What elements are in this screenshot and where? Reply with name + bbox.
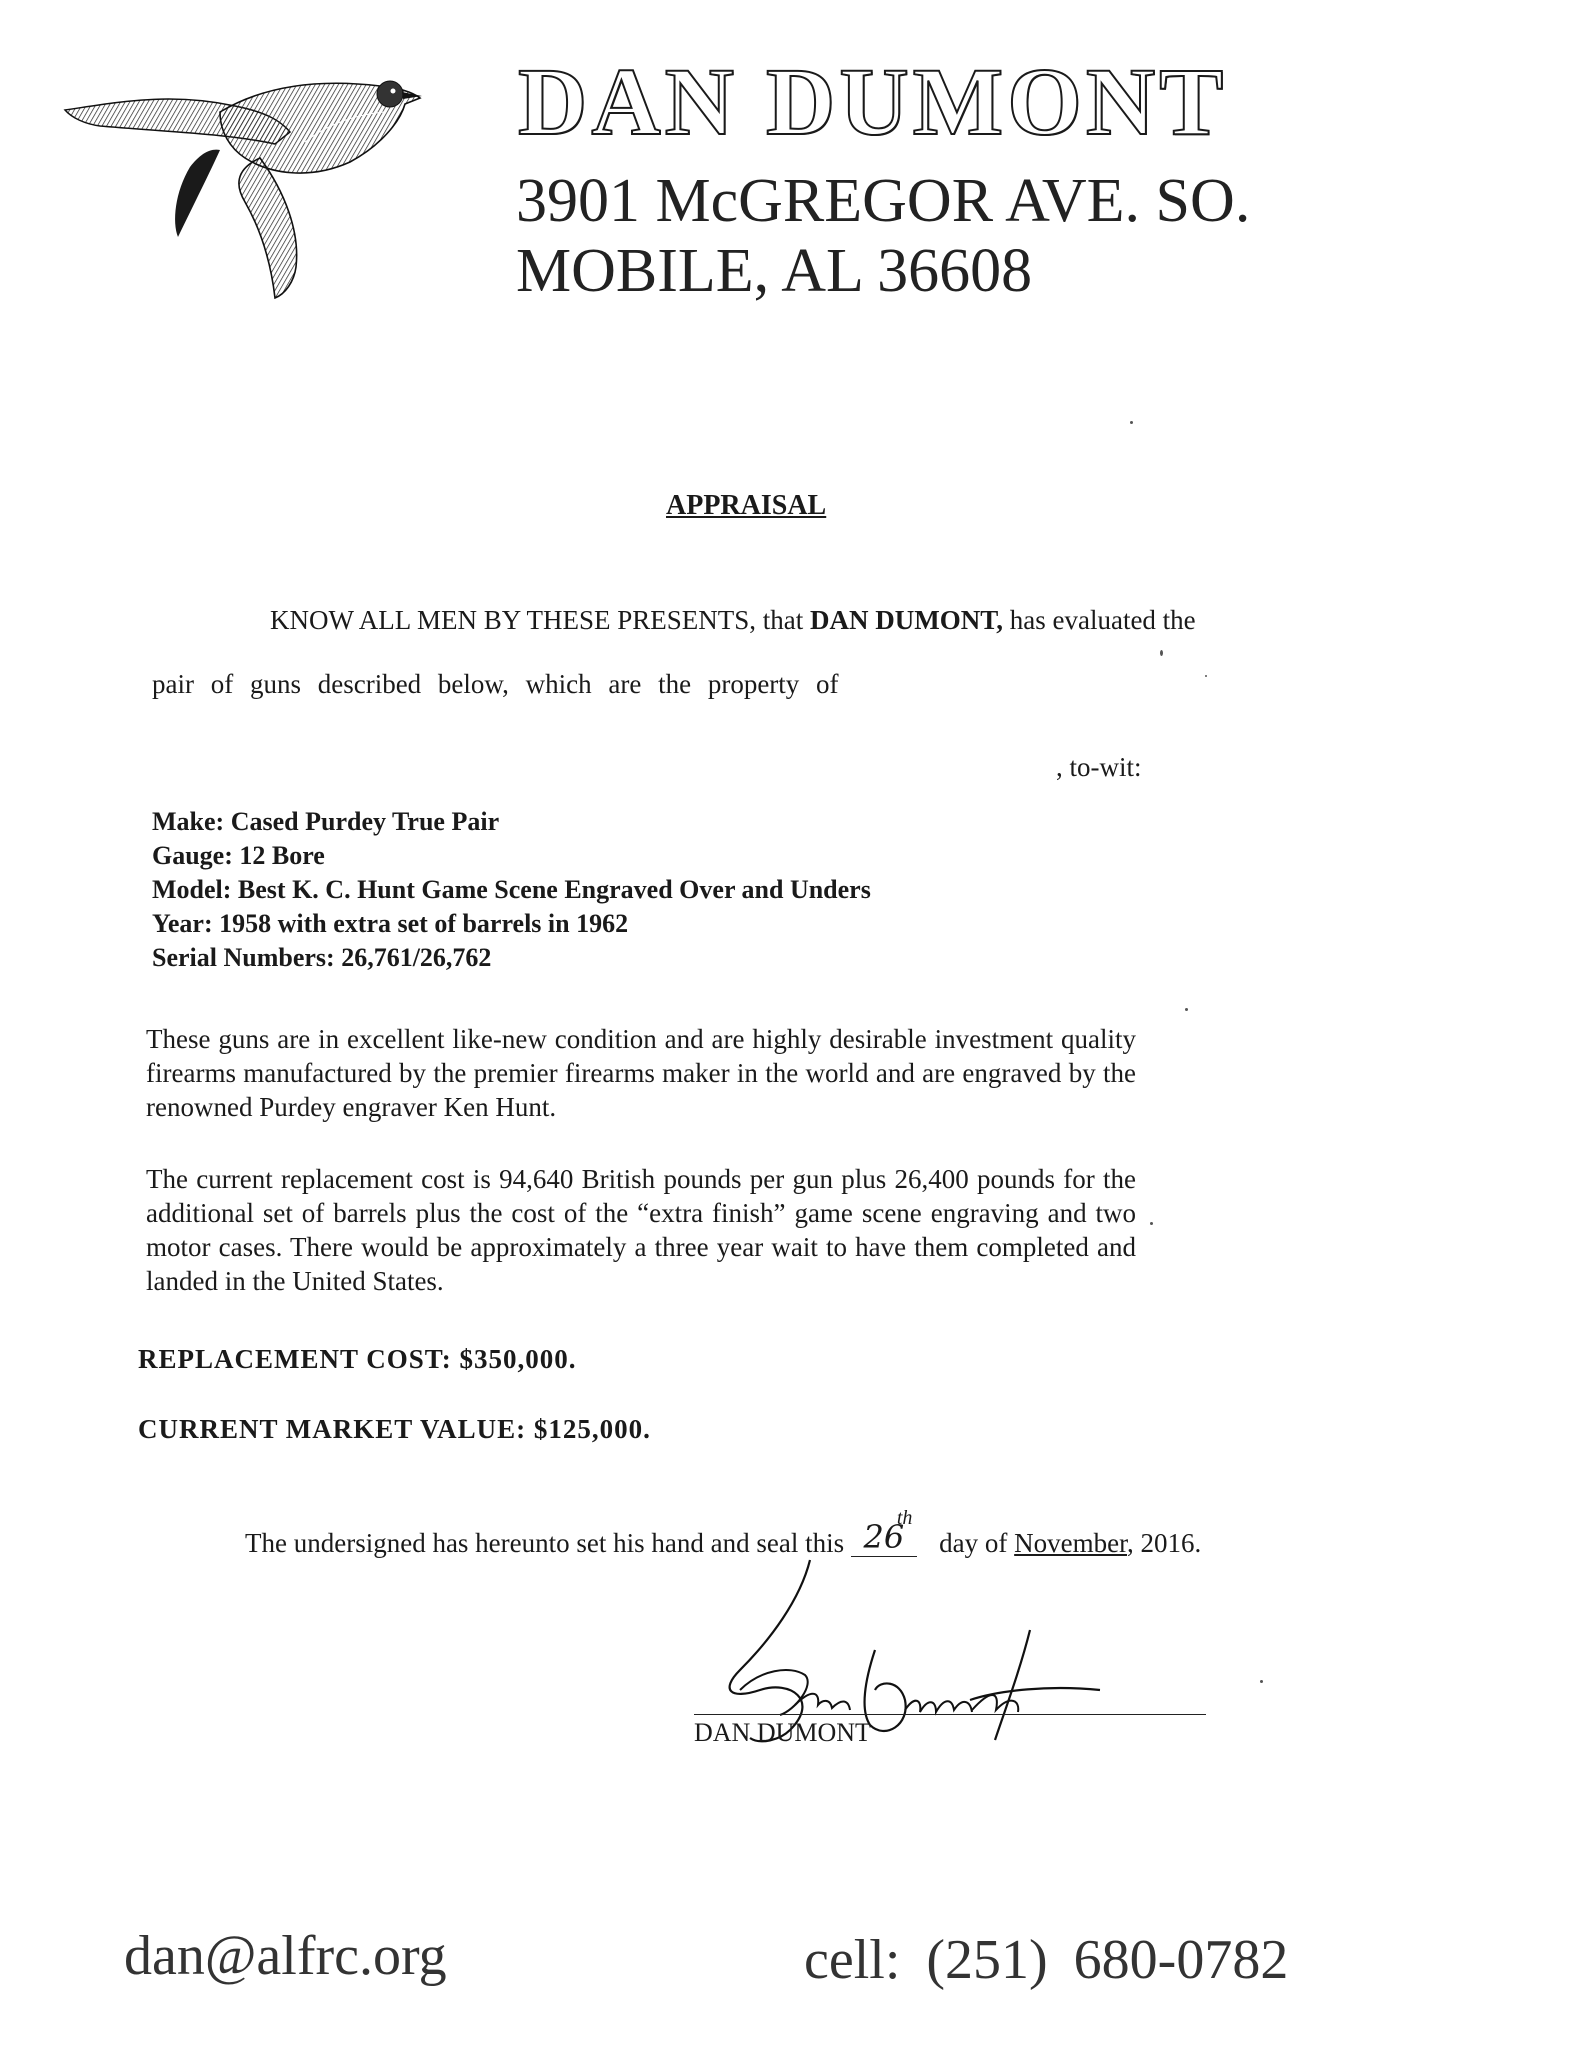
closing-text-before: The undersigned has hereunto set his hand and seal this xyxy=(245,1528,851,1558)
spec-value: 26,761/26,762 xyxy=(341,943,492,972)
closing-text-middle: day of xyxy=(932,1528,1015,1558)
intro-line-1 xyxy=(270,603,1196,637)
spec-value: 12 Bore xyxy=(239,841,325,870)
spec-year xyxy=(152,908,628,940)
handwritten-day-suffix: th xyxy=(896,1507,913,1529)
market-value-amount: $125,000. xyxy=(533,1414,651,1444)
footer-email: dan@alfrc.org xyxy=(124,1925,447,1987)
scan-speck xyxy=(1205,675,1207,677)
spec-label: Gauge: xyxy=(152,841,233,870)
intro-name: DAN DUMONT, xyxy=(810,605,1003,635)
to-wit: , to-wit: xyxy=(1056,752,1142,782)
letterhead-address-line1: 3901 McGREGOR AVE. SO. xyxy=(516,167,1251,235)
scan-speck xyxy=(1260,1680,1263,1683)
replacement-cost xyxy=(138,1344,577,1375)
intro-end: has evaluated the xyxy=(1003,605,1196,635)
handwritten-day: 26 xyxy=(851,1518,917,1557)
footer-cell-phone: cell: (251) 680-0782 xyxy=(804,1929,1289,1991)
replacement-cost-value: $350,000. xyxy=(459,1344,577,1374)
signature-line xyxy=(694,1714,1206,1715)
scan-speck xyxy=(1130,421,1133,424)
spec-serial-numbers xyxy=(152,942,491,974)
spec-value: Cased Purdey True Pair xyxy=(230,807,500,836)
replacement-cost-paragraph: The current replacement cost is 94,640 British pounds per gun plus 26,400 pounds for the additional set of barrels plus the cost of the “extra finish” game scene engraving and two motor cases. There would be approximately a three year wait to have them completed and landed in the United States. xyxy=(146,1164,1136,1296)
replacement-cost-label: REPLACEMENT COST: xyxy=(138,1344,452,1374)
dove-logo-icon xyxy=(60,62,440,302)
intro-line-2: pair of guns described below, which are the property of xyxy=(152,669,839,699)
spec-label: Serial Numbers: xyxy=(152,943,335,972)
spec-gauge xyxy=(152,840,325,872)
spec-label: Model: xyxy=(152,875,232,904)
spec-make xyxy=(152,806,499,838)
current-market-value xyxy=(138,1414,651,1445)
signer-name: DAN DUMONT xyxy=(694,1718,871,1747)
spec-label: Make: xyxy=(152,807,225,836)
spec-value: 1958 with extra set of barrels in 1962 xyxy=(219,909,629,938)
document-title: APPRAISAL xyxy=(666,490,827,521)
scan-speck xyxy=(1160,650,1163,656)
letterhead-name: DAN DUMONT xyxy=(518,48,1228,155)
spec-value: Best K. C. Hunt Game Scene Engraved Over and Unders xyxy=(237,875,871,904)
closing-year: , 2016. xyxy=(1127,1528,1202,1558)
spec-label: Year: xyxy=(152,909,213,938)
closing-month: November xyxy=(1014,1528,1128,1558)
scan-speck xyxy=(1150,1222,1153,1225)
letterhead-address-line2: MOBILE, AL 36608 xyxy=(516,237,1033,305)
scan-speck xyxy=(1185,1008,1188,1011)
condition-paragraph: These guns are in excellent like-new condition and are highly desirable investment quality firearms manufactured by the premier firearms maker in the world and are engraved by the renowned Purdey engraver Ken Hunt. xyxy=(146,1024,1136,1122)
spec-model xyxy=(152,874,871,906)
intro-start: KNOW ALL MEN BY THESE PRESENTS, that xyxy=(270,605,811,635)
market-value-label: CURRENT MARKET VALUE: xyxy=(138,1414,527,1444)
